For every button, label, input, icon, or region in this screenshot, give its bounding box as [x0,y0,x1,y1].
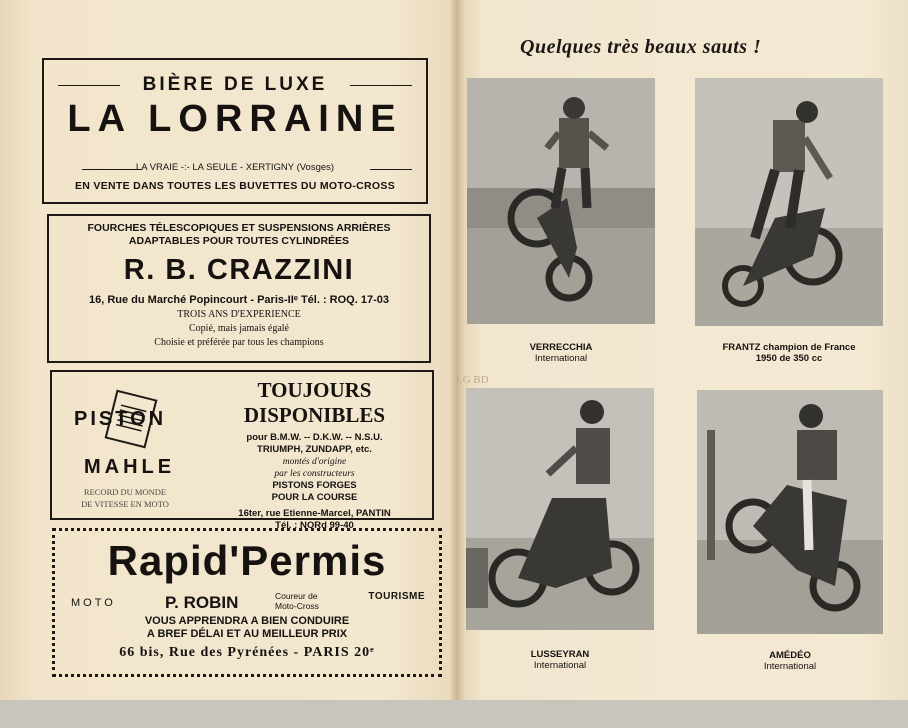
mahle-wordmark: MAHLE [84,456,176,478]
ad-address: 16, Rue du Marché Popincourt - Paris-IIᵉ Tél. : ROQ. 17-03 [89,294,389,306]
book-gutter [450,0,464,728]
ad-name: P. ROBIN [165,593,239,612]
slogan-line: VOUS APPRENDRA A BIEN CONDUIRE [144,615,350,627]
caption-verrecchia [467,342,655,364]
library-stamp: LG BD [456,374,489,386]
ad-crazzini [47,214,431,363]
caption-frantz [695,342,883,364]
ad-label-moto: MOTO [71,597,116,609]
coureur-line: Moto-Cross [275,601,319,611]
ad-address: 66 bis, Rue des Pyrénées - PARIS 20ᵉ [119,645,375,660]
caption-sub: International [763,661,817,672]
ad-brand: LA LORRAINE [67,98,403,140]
photo-amedeo [697,390,883,634]
slogan-line: A BREF DÉLAI ET AU MEILLEUR PRIX [146,628,348,640]
ad-piston-mahle [50,370,434,531]
piston-wordmark: PISTON [74,408,167,430]
photo-frantz [695,78,883,326]
ad-headline [49,222,429,248]
ad-coureur [275,591,319,611]
ad-rapid-permis [52,528,442,677]
record-text [60,486,190,510]
ad-line: montés d'origine [282,457,347,467]
record-line: RECORD DU MONDE [83,487,167,497]
caption-sub: 1950 de 350 cc [755,353,823,364]
ad-label-tourisme: TOURISME [368,591,425,602]
ad-details [202,378,427,532]
caption-sub: International [533,660,587,671]
caption-name: FRANTZ champion de France [722,342,856,353]
ad-phone: Tél. : NORd 99-40 [275,520,354,531]
ad-availability: EN VENTE DANS TOUTES LES BUVETTES DU MOTO-CROSS [75,180,395,192]
ad-headline-line: ADAPTABLES POUR TOUTES CYLINDRÉES [128,235,350,247]
caption-lusseyran [466,649,654,671]
ad-brand: R. B. CRAZZINI [123,254,355,286]
ad-slogan [55,615,439,641]
ad-line: TROIS ANS D'EXPERIENCE [177,309,301,320]
ad-line: POUR LA COURSE [271,492,358,503]
ad-line: pour B.M.W. -- D.K.W. -- N.S.U. [246,432,383,443]
caption-amedeo [697,650,883,672]
ad-la-lorraine [42,58,428,204]
ad-headline: TOUJOURS DISPONIBLES [243,378,386,427]
record-line: DE VITESSE EN MOTO [81,499,169,509]
caption-name: AMÉDÉO [769,650,811,661]
ad-line: TRIUMPH, ZUNDAPP, etc. [257,444,372,455]
ad-line: Choisie et préférée par tous les champions [154,337,324,348]
caption-sub: International [534,353,588,364]
page-heading: Quelques très beaux sauts ! [520,36,762,58]
ad-headline-line: FOURCHES TÉLESCOPIQUES ET SUSPENSIONS ARRIÈRES [87,222,391,234]
caption-name: LUSSEYRAN [530,649,590,660]
ad-headline: BIÈRE DE LUXE [142,74,328,95]
ad-brand: Rapid'Permis [107,537,387,584]
scan-background [0,700,908,728]
caption-name: VERRECCHIA [529,342,593,353]
photo-lusseyran [466,388,654,630]
photo-verrecchia [467,78,655,324]
ad-line: Copié, mais jamais égalé [189,323,289,334]
ad-line: par les constructeurs [274,469,355,479]
ad-line: PISTONS FORGES [272,480,357,491]
ad-tagline: LA VRAIE -:- LA SEULE - XERTIGNY (Vosges) [135,162,335,173]
coureur-line: Coureur de [275,591,318,601]
ad-address: 16ter, rue Etienne-Marcel, PANTIN [238,508,391,519]
